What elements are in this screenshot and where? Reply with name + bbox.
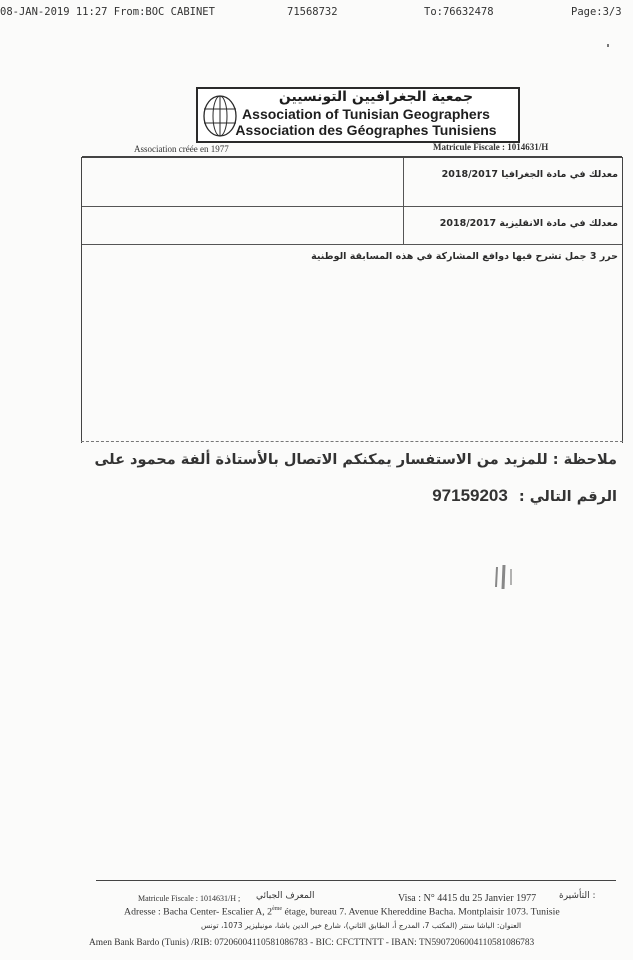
footer-address-suffix: étage, bureau 7. Avenue Khereddine Bacha. Montplaisir 1073. Tunisie	[282, 906, 560, 918]
fax-datetime-from: 08-JAN-2019 11:27 From:BOC CABINET	[0, 6, 215, 18]
footer-matricule-fr: Matricule Fiscale : 1014631/H ;	[138, 894, 241, 903]
motivation-row	[82, 245, 622, 442]
scan-speck	[607, 44, 609, 47]
contact-number-label: الرقم التالي :	[518, 489, 617, 505]
motivation-label: حرر 3 جمل تشرح فيها دوافع المشاركة في هذه المسابقة الوطنية	[311, 251, 618, 262]
geography-average-label: معدلك في مادة الجغرافيا 2018/2017	[441, 169, 618, 180]
geography-average-field[interactable]	[84, 160, 400, 202]
table-bottom-edge	[81, 441, 623, 444]
association-name-french: Association des Géographes Tunisiens	[235, 122, 497, 138]
contact-phone-number: 97159203	[432, 486, 508, 505]
footer-visa-ar: : التأشيرة	[559, 891, 596, 901]
footer-visa-fr: Visa : N° 4415 du 25 Janvier 1977	[398, 893, 537, 904]
footer-address-superscript: ème	[272, 906, 283, 912]
footer-matricule-ar: المعرف الجبائي	[256, 891, 315, 901]
association-name-english: Association of Tunisian Geographers	[242, 106, 490, 122]
application-form-table	[81, 157, 623, 443]
footer-address-fr	[124, 906, 560, 917]
association-name-arabic: جمعية الجغرافيين التونسيين	[278, 89, 474, 105]
fax-from-number: 71568732	[287, 6, 338, 18]
association-logo	[196, 87, 520, 143]
contact-note-line2	[432, 486, 617, 506]
fax-to-number: To:76632478	[424, 6, 494, 18]
motivation-field[interactable]	[86, 271, 618, 437]
matricule-fiscale: Matricule Fiscale : 1014631/H	[433, 142, 549, 152]
footer-rule	[96, 880, 616, 881]
association-created: Association créée en 1977	[134, 144, 229, 154]
english-average-field[interactable]	[84, 208, 400, 240]
english-average-label: معدلك في مادة الانقليزية 2018/2017	[439, 218, 618, 229]
footer-bank-details: Amen Bank Bardo (Tunis) /RIB: 07206004110581086783 - BIC: CFCTTNTT - IBAN: TN5907206004110581086783	[89, 938, 535, 948]
contact-note: ملاحظة : للمزيد من الاستفسار يمكنكم الاتصال بالأستاذة ألفة محمود على	[94, 452, 617, 468]
fax-page-number: Page:3/3	[571, 6, 622, 18]
english-average-row	[82, 206, 622, 245]
footer-address-prefix: Adresse : Bacha Center- Escalier A, 2	[124, 906, 273, 918]
geography-average-row	[82, 158, 622, 207]
footer-address-ar: العنوان: الباشا سنتر (المكتب 7، المدرج أ، الطابق الثاني)، شارع خير الدين باشا، مونبليزير 1073، تونس	[201, 921, 522, 930]
handwritten-mark	[491, 563, 521, 593]
